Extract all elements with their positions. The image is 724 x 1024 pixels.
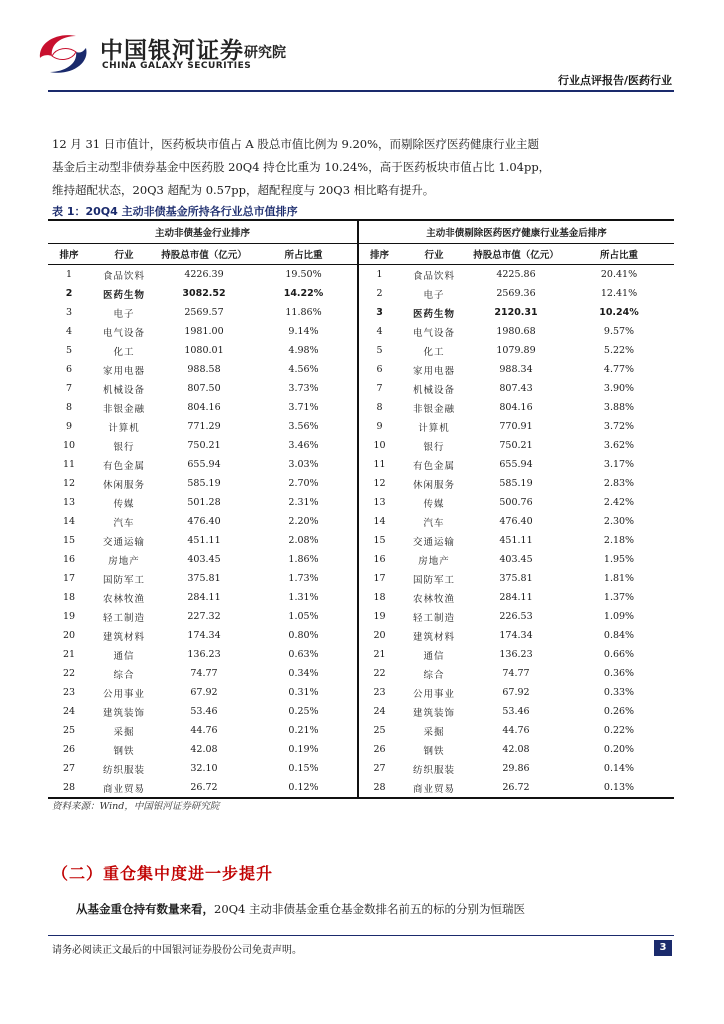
column-header-rank: 排序 bbox=[358, 244, 400, 265]
industry-cell: 非银金融 bbox=[102, 403, 145, 415]
market-value-cell: 585.19 bbox=[187, 478, 221, 489]
rank-cell: 23 bbox=[62, 687, 76, 698]
share-cell: 3.46% bbox=[288, 440, 319, 451]
share-cell: 0.21% bbox=[288, 725, 319, 736]
market-value-cell: 770.91 bbox=[499, 421, 533, 432]
rank-cell: 13 bbox=[62, 497, 76, 508]
share-cell: 2.70% bbox=[288, 478, 319, 489]
industry-cell: 通信 bbox=[113, 650, 135, 662]
market-value-cell: 136.23 bbox=[187, 649, 221, 660]
industry-cell: 通信 bbox=[423, 650, 445, 662]
market-value-cell: 476.40 bbox=[499, 516, 533, 527]
share-cell: 0.31% bbox=[288, 687, 319, 698]
rank-cell: 8 bbox=[358, 398, 400, 417]
industry-cell: 休闲服务 bbox=[102, 479, 145, 491]
industry-cell: 农林牧渔 bbox=[102, 593, 145, 605]
share-cell: 3.03% bbox=[288, 459, 319, 470]
industry-cell: 银行 bbox=[423, 441, 445, 453]
rank-cell: 12 bbox=[62, 478, 76, 489]
rank-cell: 4 bbox=[358, 322, 400, 341]
industry-cell: 化工 bbox=[113, 346, 135, 358]
industry-cell: 综合 bbox=[113, 669, 135, 681]
market-value-cell: 26.72 bbox=[158, 778, 250, 798]
rank-cell: 11 bbox=[62, 459, 76, 470]
market-value-cell: 53.46 bbox=[190, 706, 218, 717]
rank-cell: 27 bbox=[358, 759, 400, 778]
share-cell: 0.15% bbox=[288, 763, 319, 774]
industry-cell: 医药生物 bbox=[412, 308, 455, 320]
share-cell: 19.50% bbox=[285, 269, 322, 280]
market-value-cell: 136.23 bbox=[499, 649, 533, 660]
industry-cell: 钢铁 bbox=[423, 745, 445, 757]
industry-cell: 计算机 bbox=[418, 422, 450, 434]
share-cell: 2.42% bbox=[603, 497, 635, 508]
market-value-cell: 74.77 bbox=[190, 668, 218, 679]
rank-cell: 28 bbox=[48, 778, 90, 798]
market-value-cell: 1980.68 bbox=[496, 326, 536, 337]
table-row bbox=[48, 303, 674, 322]
market-value-cell: 29.86 bbox=[502, 763, 530, 774]
table-row bbox=[48, 569, 674, 588]
industry-cell: 国防军工 bbox=[102, 574, 145, 586]
industry-cell: 交通运输 bbox=[102, 536, 145, 548]
market-value-cell: 74.77 bbox=[502, 668, 530, 679]
table-row bbox=[48, 284, 674, 303]
intro-line: 基金后主动型非债券基金中医药股 20Q4 持仓比重为 10.24%，高于医药板块市值占比 1.04pp， bbox=[52, 160, 551, 174]
share-cell: 1.81% bbox=[603, 573, 635, 584]
share-cell: 9.14% bbox=[288, 326, 319, 337]
share-cell: 1.31% bbox=[288, 592, 319, 603]
table-row bbox=[48, 683, 674, 702]
disclaimer: 请务必阅读正文最后的中国银河证券股份公司免责声明。 bbox=[52, 945, 302, 956]
share-cell: 0.12% bbox=[250, 778, 358, 798]
industry-cell: 汽车 bbox=[423, 517, 445, 529]
section-paragraph bbox=[76, 901, 525, 917]
share-cell: 2.83% bbox=[603, 478, 635, 489]
market-value-cell: 1080.01 bbox=[184, 345, 224, 356]
rank-cell: 10 bbox=[62, 440, 76, 451]
industry-cell: 电子 bbox=[423, 289, 445, 301]
rank-cell: 24 bbox=[358, 702, 400, 721]
industry-cell: 建筑材料 bbox=[412, 631, 455, 643]
share-cell: 2.08% bbox=[288, 535, 319, 546]
share-cell: 0.25% bbox=[288, 706, 319, 717]
share-cell: 4.98% bbox=[288, 345, 319, 356]
column-header-rank: 排序 bbox=[48, 244, 90, 265]
table-row bbox=[48, 360, 674, 379]
market-value-cell: 44.76 bbox=[190, 725, 218, 736]
rank-cell: 1 bbox=[358, 265, 400, 285]
rank-cell: 26 bbox=[358, 740, 400, 759]
table-row bbox=[48, 398, 674, 417]
rank-cell: 24 bbox=[62, 706, 76, 717]
table-row bbox=[48, 645, 674, 664]
market-value-cell: 42.08 bbox=[502, 744, 530, 755]
rank-cell: 25 bbox=[62, 725, 76, 736]
market-value-cell: 227.32 bbox=[187, 611, 221, 622]
rank-cell: 7 bbox=[65, 383, 73, 394]
table-row bbox=[48, 474, 674, 493]
market-value-cell: 807.43 bbox=[499, 383, 533, 394]
industry-cell: 有色金属 bbox=[102, 460, 145, 472]
rank-cell: 6 bbox=[358, 360, 400, 379]
market-value-cell: 655.94 bbox=[499, 459, 533, 470]
page-number: 3 bbox=[654, 940, 672, 956]
share-cell: 3.56% bbox=[288, 421, 319, 432]
rank-cell: 5 bbox=[358, 341, 400, 360]
industry-cell: 汽车 bbox=[113, 517, 135, 529]
industry-cell: 交通运输 bbox=[412, 536, 455, 548]
table-row bbox=[48, 664, 674, 683]
industry-cell: 家用电器 bbox=[102, 365, 145, 377]
market-value-cell: 500.76 bbox=[499, 497, 533, 508]
rank-cell: 21 bbox=[62, 649, 76, 660]
market-value-cell: 4226.39 bbox=[184, 269, 224, 280]
market-value-cell: 807.50 bbox=[187, 383, 221, 394]
market-value-cell: 750.21 bbox=[187, 440, 221, 451]
industry-cell: 综合 bbox=[423, 669, 445, 681]
table-row bbox=[48, 721, 674, 740]
table-row bbox=[48, 322, 674, 341]
industry-cell: 机械设备 bbox=[102, 384, 145, 396]
rank-cell: 16 bbox=[358, 550, 400, 569]
market-value-cell: 67.92 bbox=[190, 687, 218, 698]
industry-cell: 有色金属 bbox=[412, 460, 455, 472]
section-heading: （二）重仓集中度进一步提升 bbox=[52, 864, 274, 883]
table-row bbox=[48, 417, 674, 436]
industry-cell: 建筑材料 bbox=[102, 631, 145, 643]
rank-cell: 3 bbox=[358, 303, 400, 322]
market-value-cell: 1981.00 bbox=[184, 326, 224, 337]
market-value-cell: 284.11 bbox=[499, 592, 533, 603]
rank-cell: 9 bbox=[65, 421, 73, 432]
industry-cell: 采掘 bbox=[113, 726, 135, 738]
company-logo bbox=[32, 28, 272, 80]
logo-chinese-name: 中国银河证券 bbox=[100, 38, 244, 64]
market-value-cell: 451.11 bbox=[499, 535, 533, 546]
column-header-share: 所占比重 bbox=[250, 244, 358, 265]
share-cell: 0.66% bbox=[603, 649, 635, 660]
industry-cell: 食品饮料 bbox=[102, 270, 145, 282]
market-value-cell: 804.16 bbox=[187, 402, 221, 413]
rank-cell: 17 bbox=[358, 569, 400, 588]
institute-label: 研究院 bbox=[244, 45, 286, 61]
share-cell: 12.41% bbox=[600, 288, 638, 299]
table-row bbox=[48, 531, 674, 550]
table-row bbox=[48, 759, 674, 778]
market-value-cell: 501.28 bbox=[187, 497, 221, 508]
rank-cell: 18 bbox=[358, 588, 400, 607]
column-header-share: 所占比重 bbox=[564, 244, 674, 265]
share-cell: 0.26% bbox=[603, 706, 635, 717]
rank-cell: 16 bbox=[62, 554, 76, 565]
share-cell: 1.05% bbox=[288, 611, 319, 622]
table-row bbox=[48, 778, 674, 798]
share-cell: 1.95% bbox=[603, 554, 635, 565]
rank-cell: 19 bbox=[62, 611, 76, 622]
market-value-cell: 42.08 bbox=[190, 744, 218, 755]
share-cell: 3.73% bbox=[288, 383, 319, 394]
market-value-cell: 771.29 bbox=[187, 421, 221, 432]
rank-cell: 11 bbox=[358, 455, 400, 474]
intro-line: 12 月 31 日市值计，医药板块市值占 A 股总市值比例为 9.20%，而剔除医疗医药健康行业主题 bbox=[52, 137, 540, 151]
market-value-cell: 988.34 bbox=[499, 364, 533, 375]
market-value-cell: 1079.89 bbox=[496, 345, 536, 356]
market-value-cell: 585.19 bbox=[499, 478, 533, 489]
market-value-cell: 44.76 bbox=[502, 725, 530, 736]
group-header-right: 主动非债剔除医药医疗健康行业基金后排序 bbox=[358, 220, 674, 244]
share-cell: 3.17% bbox=[603, 459, 635, 470]
table-row bbox=[48, 740, 674, 759]
share-cell: 1.09% bbox=[603, 611, 635, 622]
share-cell: 5.22% bbox=[603, 345, 635, 356]
column-header-industry: 行业 bbox=[90, 244, 158, 265]
table-row bbox=[48, 455, 674, 474]
share-cell: 10.24% bbox=[599, 307, 639, 318]
report-type: 行业点评报告/医药行业 bbox=[557, 74, 672, 87]
industry-cell: 化工 bbox=[423, 346, 445, 358]
share-cell: 1.86% bbox=[288, 554, 319, 565]
market-value-cell: 4225.86 bbox=[496, 269, 536, 280]
market-value-cell: 2569.36 bbox=[496, 288, 536, 299]
market-value-cell: 2569.57 bbox=[184, 307, 224, 318]
paragraph-lead: 从基金重仓持有数量来看， bbox=[76, 902, 214, 916]
table-row bbox=[48, 341, 674, 360]
industry-cell: 公用事业 bbox=[102, 688, 145, 700]
rank-cell: 22 bbox=[358, 664, 400, 683]
market-value-cell: 53.46 bbox=[502, 706, 530, 717]
share-cell: 0.34% bbox=[288, 668, 319, 679]
market-value-cell: 226.53 bbox=[499, 611, 533, 622]
footer-rule bbox=[48, 935, 674, 936]
market-value-cell: 403.45 bbox=[187, 554, 221, 565]
industry-cell: 休闲服务 bbox=[412, 479, 455, 491]
table-row bbox=[48, 702, 674, 721]
industry-cell: 银行 bbox=[113, 441, 135, 453]
industry-cell: 轻工制造 bbox=[412, 612, 455, 624]
intro-paragraph bbox=[52, 133, 672, 202]
industry-cell: 电子 bbox=[113, 308, 135, 320]
market-value-cell: 32.10 bbox=[190, 763, 218, 774]
table-row bbox=[48, 493, 674, 512]
share-cell: 2.31% bbox=[288, 497, 319, 508]
share-cell: 14.22% bbox=[283, 288, 324, 299]
share-cell: 0.33% bbox=[603, 687, 635, 698]
share-cell: 2.20% bbox=[288, 516, 319, 527]
industry-cell: 钢铁 bbox=[113, 745, 135, 757]
rank-cell: 19 bbox=[358, 607, 400, 626]
rank-cell: 18 bbox=[62, 592, 76, 603]
share-cell: 0.80% bbox=[288, 630, 319, 641]
rank-cell: 22 bbox=[62, 668, 76, 679]
market-value-cell: 375.81 bbox=[499, 573, 533, 584]
industry-cell: 建筑装饰 bbox=[412, 707, 455, 719]
table-row bbox=[48, 512, 674, 531]
rank-cell: 25 bbox=[358, 721, 400, 740]
market-value-cell: 804.16 bbox=[499, 402, 533, 413]
rank-cell: 14 bbox=[358, 512, 400, 531]
intro-line: 维持超配状态，20Q3 超配为 0.57pp，超配程度与 20Q3 相比略有提升。 bbox=[52, 183, 435, 197]
market-value-cell: 988.58 bbox=[187, 364, 221, 375]
rank-cell: 15 bbox=[358, 531, 400, 550]
table-row bbox=[48, 626, 674, 645]
industry-cell: 纺织服装 bbox=[412, 764, 455, 776]
column-header-market-value: 持股总市值（亿元） bbox=[468, 244, 564, 265]
column-header-industry: 行业 bbox=[400, 244, 468, 265]
industry-cell: 食品饮料 bbox=[412, 270, 455, 282]
share-cell: 3.88% bbox=[603, 402, 635, 413]
share-cell: 1.73% bbox=[288, 573, 319, 584]
industry-cell: 公用事业 bbox=[412, 688, 455, 700]
market-value-cell: 451.11 bbox=[187, 535, 221, 546]
rank-cell: 23 bbox=[358, 683, 400, 702]
share-cell: 3.71% bbox=[288, 402, 319, 413]
share-cell: 11.86% bbox=[285, 307, 322, 318]
table-row bbox=[48, 588, 674, 607]
industry-cell: 国防军工 bbox=[412, 574, 455, 586]
rank-cell: 9 bbox=[358, 417, 400, 436]
share-cell: 0.84% bbox=[603, 630, 635, 641]
rank-cell: 1 bbox=[65, 269, 73, 280]
rank-cell: 5 bbox=[65, 345, 73, 356]
share-cell: 0.22% bbox=[603, 725, 635, 736]
rank-cell: 15 bbox=[62, 535, 76, 546]
rank-cell: 8 bbox=[65, 402, 73, 413]
share-cell: 2.30% bbox=[603, 516, 635, 527]
share-cell: 20.41% bbox=[600, 269, 638, 280]
market-value-cell: 476.40 bbox=[187, 516, 221, 527]
industry-cell: 商业贸易 bbox=[90, 778, 158, 798]
table-row bbox=[48, 607, 674, 626]
share-cell: 4.77% bbox=[603, 364, 635, 375]
share-cell: 3.72% bbox=[603, 421, 635, 432]
share-cell: 0.13% bbox=[564, 778, 674, 798]
share-cell: 9.57% bbox=[603, 326, 635, 337]
market-value-cell: 3082.52 bbox=[182, 288, 226, 299]
share-cell: 0.36% bbox=[603, 668, 635, 679]
market-value-cell: 284.11 bbox=[187, 592, 221, 603]
industry-cell: 商业贸易 bbox=[400, 778, 468, 798]
share-cell: 3.62% bbox=[603, 440, 635, 451]
share-cell: 0.63% bbox=[288, 649, 319, 660]
rank-cell: 2 bbox=[358, 284, 400, 303]
rank-cell: 14 bbox=[62, 516, 76, 527]
logo-english-name: CHINA GALAXY SECURITIES bbox=[102, 61, 252, 71]
rank-cell: 13 bbox=[358, 493, 400, 512]
industry-cell: 电气设备 bbox=[412, 327, 455, 339]
group-header-left: 主动非债基金行业排序 bbox=[48, 220, 358, 244]
paragraph-text: 20Q4 主动非债基金重仓基金数排名前五的标的分别为恒瑞医 bbox=[214, 902, 526, 916]
rank-cell: 21 bbox=[358, 645, 400, 664]
industry-cell: 房地产 bbox=[418, 555, 450, 567]
industry-cell: 房地产 bbox=[108, 555, 140, 567]
share-cell: 1.37% bbox=[603, 592, 635, 603]
rank-cell: 26 bbox=[62, 744, 76, 755]
rank-cell: 3 bbox=[65, 307, 73, 318]
market-value-cell: 750.21 bbox=[499, 440, 533, 451]
industry-ranking-table bbox=[48, 219, 674, 799]
column-header-market-value: 持股总市值（亿元） bbox=[158, 244, 250, 265]
industry-cell: 纺织服装 bbox=[102, 764, 145, 776]
table-row bbox=[48, 379, 674, 398]
industry-cell: 非银金融 bbox=[412, 403, 455, 415]
share-cell: 4.56% bbox=[288, 364, 319, 375]
industry-cell: 农林牧渔 bbox=[412, 593, 455, 605]
rank-cell: 20 bbox=[62, 630, 76, 641]
table-row bbox=[48, 436, 674, 455]
data-source: 资料来源：Wind，中国银河证券研究院 bbox=[52, 801, 220, 812]
rank-cell: 10 bbox=[358, 436, 400, 455]
galaxy-swirl-icon bbox=[32, 28, 94, 78]
share-cell: 2.18% bbox=[603, 535, 635, 546]
market-value-cell: 26.72 bbox=[468, 778, 564, 798]
market-value-cell: 403.45 bbox=[499, 554, 533, 565]
industry-cell: 采掘 bbox=[423, 726, 445, 738]
industry-cell: 电气设备 bbox=[102, 327, 145, 339]
rank-cell: 12 bbox=[358, 474, 400, 493]
header-rule bbox=[48, 90, 674, 92]
industry-cell: 传媒 bbox=[113, 498, 135, 510]
table-row bbox=[48, 265, 674, 285]
industry-cell: 医药生物 bbox=[102, 289, 145, 301]
market-value-cell: 67.92 bbox=[502, 687, 530, 698]
table-row bbox=[48, 550, 674, 569]
market-value-cell: 375.81 bbox=[187, 573, 221, 584]
rank-cell: 27 bbox=[62, 763, 76, 774]
market-value-cell: 655.94 bbox=[187, 459, 221, 470]
share-cell: 3.90% bbox=[603, 383, 635, 394]
industry-cell: 机械设备 bbox=[412, 384, 455, 396]
table-title: 表 1：20Q4 主动非债基金所持各行业总市值排序 bbox=[52, 205, 298, 218]
industry-cell: 传媒 bbox=[423, 498, 445, 510]
market-value-cell: 174.34 bbox=[499, 630, 533, 641]
share-cell: 0.14% bbox=[603, 763, 635, 774]
industry-cell: 轻工制造 bbox=[102, 612, 145, 624]
rank-cell: 4 bbox=[65, 326, 73, 337]
rank-cell: 28 bbox=[358, 778, 400, 798]
industry-cell: 建筑装饰 bbox=[102, 707, 145, 719]
rank-cell: 20 bbox=[358, 626, 400, 645]
rank-cell: 7 bbox=[358, 379, 400, 398]
market-value-cell: 174.34 bbox=[187, 630, 221, 641]
market-value-cell: 2120.31 bbox=[494, 307, 538, 318]
rank-cell: 2 bbox=[65, 288, 73, 299]
industry-cell: 计算机 bbox=[108, 422, 140, 434]
rank-cell: 6 bbox=[65, 364, 73, 375]
share-cell: 0.20% bbox=[603, 744, 635, 755]
rank-cell: 17 bbox=[62, 573, 76, 584]
industry-cell: 家用电器 bbox=[412, 365, 455, 377]
share-cell: 0.19% bbox=[288, 744, 319, 755]
